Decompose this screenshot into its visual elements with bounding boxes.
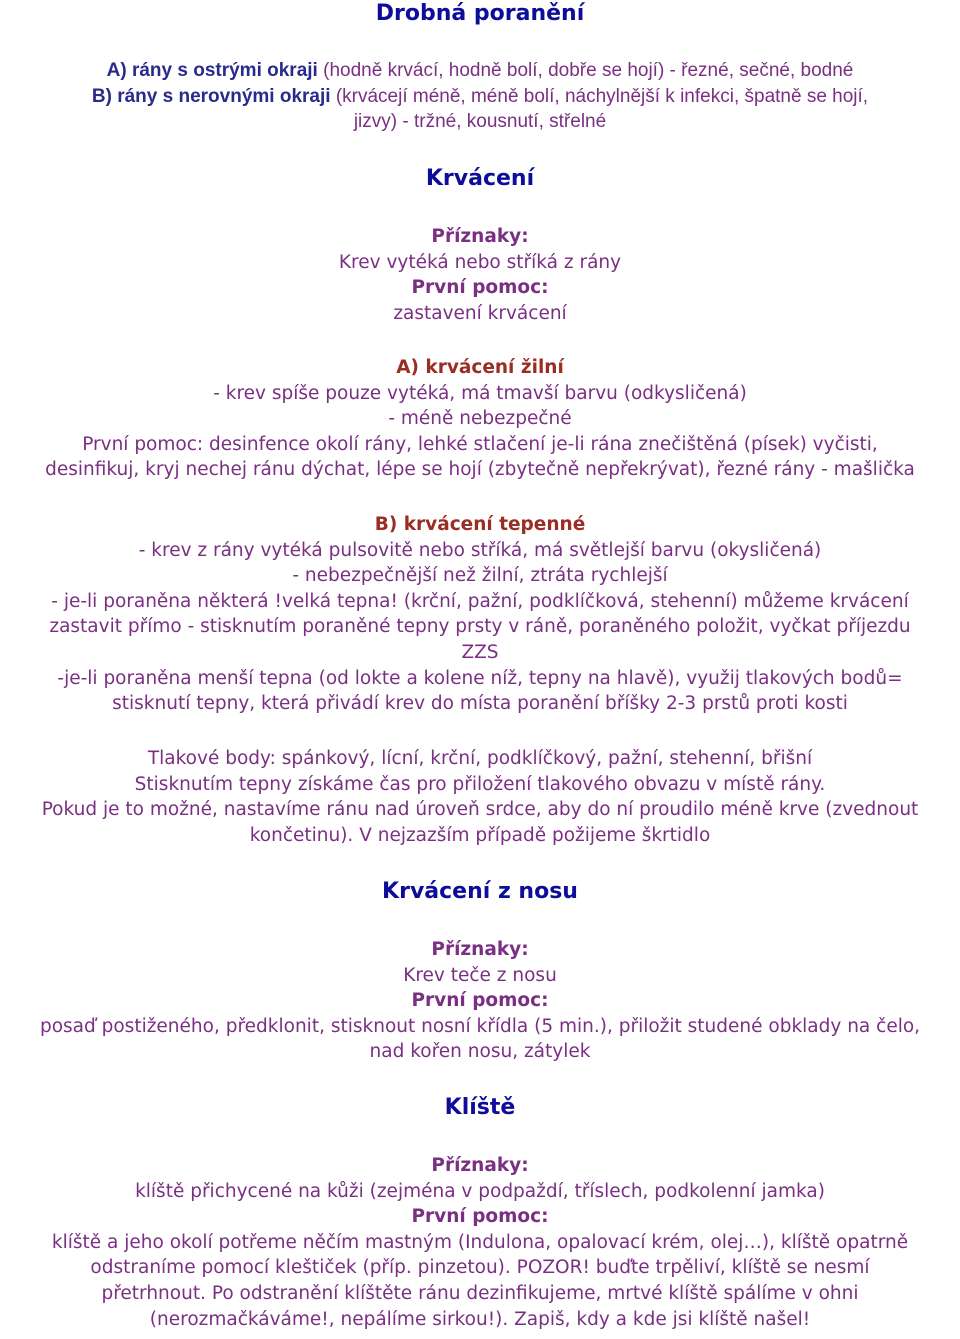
pressure-line: Tlakové body: spánkový, lícní, krční, podklíčkový, pažní, stehenní, břišní	[147, 748, 813, 769]
nosebleed-first-aid-label: První pomoc:	[411, 990, 549, 1012]
intro-line-b2: jizvy) - tržné, kousnutí, střelné	[353, 111, 607, 133]
arterial-line3b: (krční, pažní, podklíčková, stehenní) můžeme krvácení	[397, 590, 909, 612]
pressure-points-section	[0, 746, 960, 848]
arterial-line: -je-li poraněna menší tepna (od lokte a kolene níž, tepny na hlavě), využij tlakových bodů=	[57, 667, 903, 689]
venous-section	[0, 355, 960, 483]
intro-line-a	[0, 58, 960, 84]
intro-b-text: (krvácejí méně, méně bolí, náchylnější k infekci, špatně se hojí,	[330, 85, 869, 107]
venous-heading: A) krvácení žilní	[396, 357, 564, 378]
arterial-line3a: - je-li poraněna některá !velká tepna!	[51, 590, 398, 612]
intro-a-label: A) rány s ostrými okraji	[106, 60, 318, 81]
pressure-line: končetinu). V nejzazším případě požijeme škrtidlo	[249, 824, 711, 846]
bleeding-first-aid-label: První pomoc:	[411, 277, 549, 299]
arterial-heading: B) krvácení tepenné	[374, 514, 586, 535]
tick-heading: Klíště	[444, 1095, 516, 1120]
venous-line: - méně nebezpečné	[388, 408, 572, 430]
tick-first-aid: přetrhnout. Po odstranění klíštěte ránu dezinfikujeme, mrtvé klíště spálíme v ohni	[101, 1282, 859, 1304]
venous-line: - krev spíše pouze vytéká, má tmavší barvu (odkysličená)	[213, 382, 747, 404]
bleeding-first-aid: zastavení krvácení	[393, 302, 567, 324]
arterial-section	[0, 512, 960, 717]
venous-line: desinfikuj, kryj nechej ránu dýchat, lépe se hojí (zbytečně nepřekrývat), řezné rány - mašlička	[45, 459, 915, 481]
tick-first-aid: (nerozmačkáváme!, nepálíme sirkou!). Zapiš, kdy a kde jsi klíště našel!	[149, 1308, 811, 1330]
nosebleed-heading: Krvácení z nosu	[382, 879, 578, 904]
tick-first-aid: klíště a jeho okolí potřeme něčím mastným (Indulona, opalovací krém, olej…), klíště opatrně	[51, 1231, 909, 1253]
nosebleed-symptoms-label: Příznaky:	[431, 939, 529, 960]
tick-section	[0, 1153, 960, 1332]
arterial-line	[0, 589, 960, 615]
pressure-line: Pokud je to možné, nastavíme ránu nad úroveň srdce, aby do ní proudilo méně krve (zvednout	[41, 799, 919, 821]
nosebleed-section	[0, 937, 960, 1065]
nosebleed-first-aid: posaď postiženého, předklonit, stisknout nosní křídla (5 min.), přiložit studené obklady na čelo,	[39, 1015, 921, 1037]
tick-symptoms: klíště přichycené na kůži (zejména v podpaždí, tříslech, podkolenní jamka)	[135, 1180, 825, 1202]
tick-symptoms-label: Příznaky:	[431, 1155, 529, 1176]
pressure-line: Stisknutím tepny získáme čas pro přiložení tlakového obvazu v místě rány.	[134, 773, 826, 795]
bleeding-symptoms: Krev vytéká nebo stříká z rány	[338, 251, 622, 273]
intro-line-b	[0, 84, 960, 110]
venous-line: První pomoc: desinfence okolí rány, lehké stlačení je-li rána znečištěná (písek) vyčisti,	[82, 433, 878, 455]
nosebleed-symptoms: Krev teče z nosu	[403, 964, 557, 986]
tick-first-aid: odstraníme pomocí kleštiček (příp. pinzetou). POZOR! buďte trpěliví, klíště se nesmí	[90, 1257, 870, 1279]
page-title: Drobná poranění	[375, 1, 585, 26]
intro-a-text: (hodně krvácí, hodně bolí, dobře se hojí) - řezné, sečné, bodné	[317, 60, 854, 81]
tick-first-aid-label: První pomoc:	[411, 1206, 549, 1228]
nosebleed-first-aid: nad kořen nosu, zátylek	[369, 1041, 591, 1063]
arterial-line: - nebezpečnější než žilní, ztráta rychlejší	[292, 565, 668, 587]
arterial-line: stisknutí tepny, která přivádí krev do místa poranění bříšky 2-3 prstů proti kosti	[112, 693, 848, 715]
arterial-line: - krev z rány vytéká pulsovitě nebo stříká, má světlejší barvu (okysličená)	[138, 539, 822, 561]
intro-b-label: B) rány s nerovnými okraji	[91, 85, 331, 107]
bleeding-symptoms-label: Příznaky:	[431, 226, 529, 247]
bleeding-summary	[0, 224, 960, 326]
intro-section	[0, 58, 960, 135]
arterial-line: zastavit přímo - stisknutím poraněné tepny prsty v ráně, poraněného položit, vyčkat příjezdu	[49, 616, 911, 638]
arterial-line: ZZS	[461, 641, 499, 663]
bleeding-heading: Krvácení	[425, 166, 535, 191]
